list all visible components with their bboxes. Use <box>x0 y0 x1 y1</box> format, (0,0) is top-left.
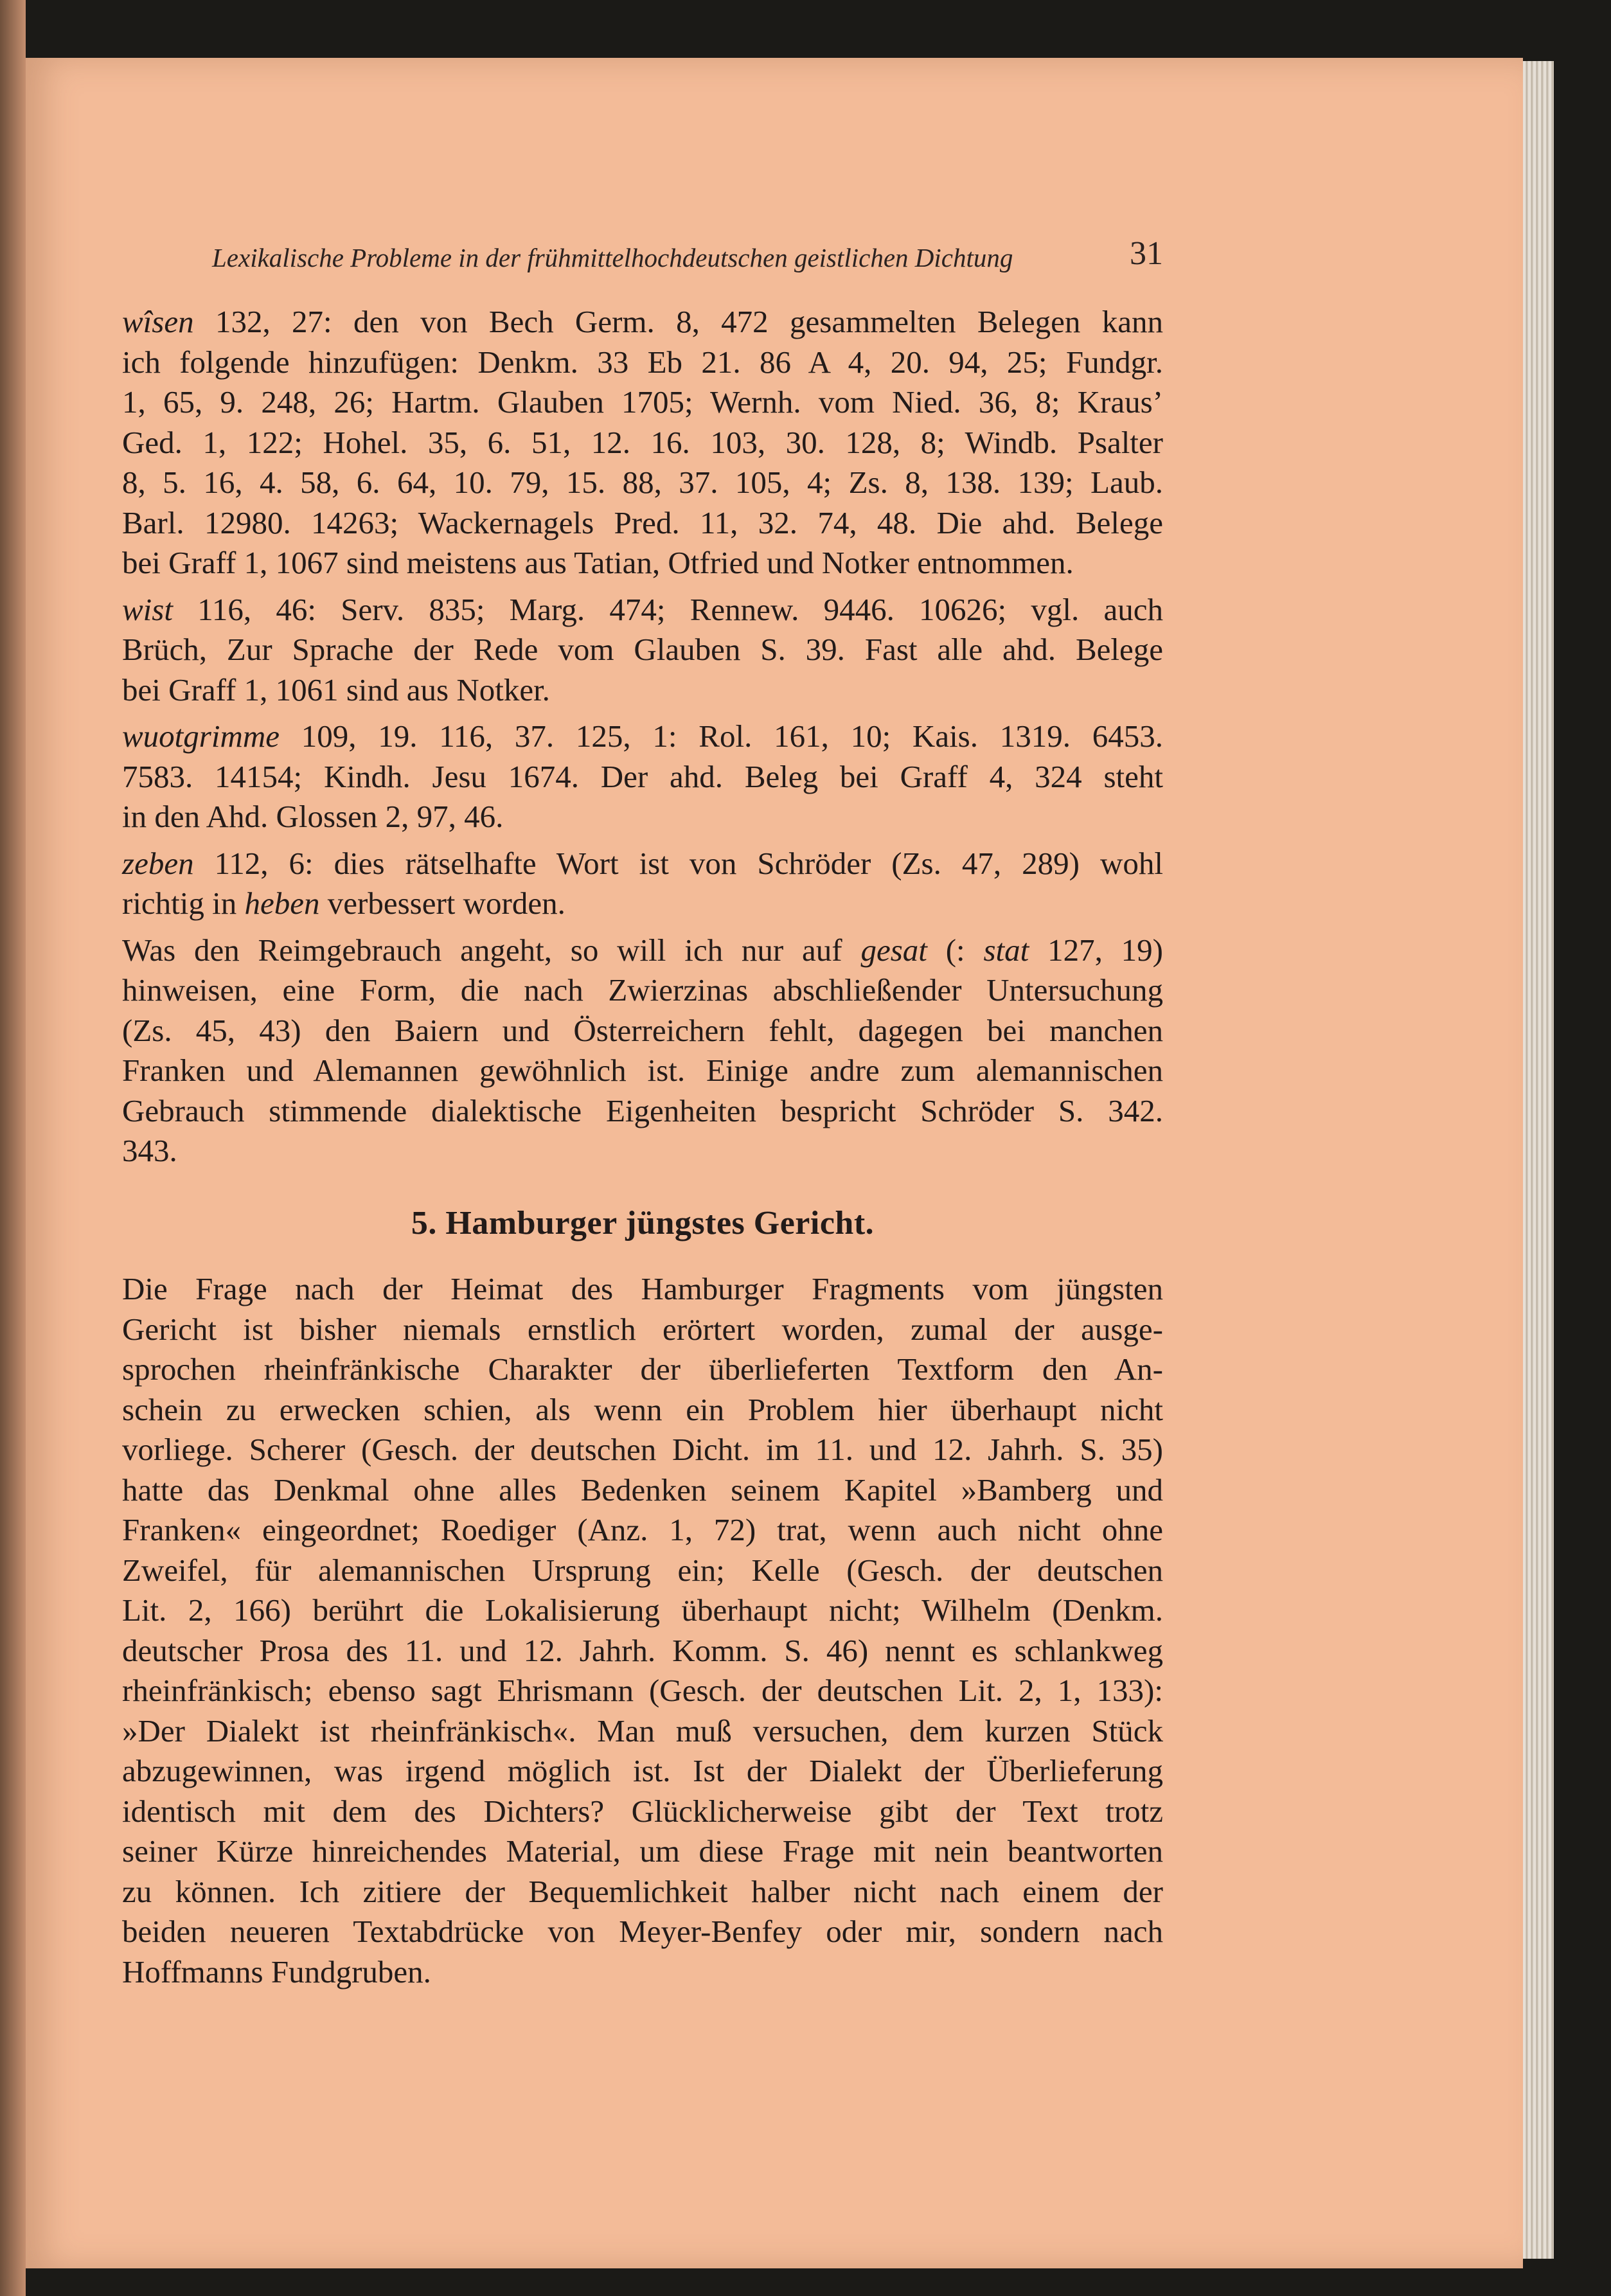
entry-line: richtig in heben verbessert worden. <box>122 885 565 921</box>
entry-zeben <box>122 844 1163 924</box>
entry-line: bei Graff 1, 1061 sind aus Notker. <box>122 672 550 707</box>
entry-line: wist 116, 46: Serv. 835; Marg. 474; Rennew. 9446. 10626; vgl. auch <box>122 591 1163 627</box>
entry-line: zeben 112, 6: dies rätselhafte Wort ist von Schröder (Zs. 47, 289) wohl <box>122 845 1163 881</box>
entry-wuotgrimme <box>122 716 1163 837</box>
paragraph-line: Was den Reimgebrauch angeht, so will ich nur auf gesat (: stat 127, 19) <box>122 932 1164 968</box>
running-title: Lexikalische Probleme in der frühmittelhochdeutschen geistlichen Dichtung <box>212 243 1013 272</box>
entry-line: bei Graff 1, 1067 sind meistens aus Tatian, Otfried und Notker entnommen. <box>122 545 1074 580</box>
paragraph-line: deutscher Prosa des 11. und 12. Jahrh. Komm. S. 46) nennt es schlankweg <box>122 1632 1163 1668</box>
italic-word: heben <box>244 885 320 921</box>
paragraph-line: »Der Dialekt ist rheinfränkisch«. Man muß versuchen, dem kurzen Stück <box>122 1713 1163 1749</box>
paragraph-line: Gericht ist bisher niemals ernstlich erörtert worden, zumal der ausge- <box>122 1311 1163 1347</box>
italic-word: gesat <box>860 932 927 968</box>
entry-line: Brüch, Zur Sprache der Rede vom Glauben S. 39. Fast alle ahd. Belege <box>122 632 1163 667</box>
entry-headword: zeben <box>122 845 194 881</box>
paragraph-line: Gebrauch stimmende dialektische Eigenheiten bespricht Schröder S. 342. <box>122 1092 1163 1128</box>
paragraph-reimgebrauch <box>122 930 1163 1171</box>
paragraph-line: beiden neueren Textabdrücke von Meyer-Benfey oder mir, sondern nach <box>122 1914 1163 1949</box>
entry-wist <box>122 590 1163 711</box>
paragraph-line: Franken und Alemannen gewöhnlich ist. Einige andre zum alemannischen <box>122 1053 1163 1088</box>
entry-line: 1, 65, 9. 248, 26; Hartm. Glauben 1705; Wernh. vom Nied. 36, 8; Kraus’ <box>122 384 1163 420</box>
entry-line: Barl. 12980. 14263; Wackernagels Pred. 11, 32. 74, 48. Die ahd. Belege <box>122 504 1163 540</box>
paragraph-line: vorliege. Scherer (Gesch. der deutschen Dicht. im 11. und 12. Jahrh. S. 35) <box>122 1432 1163 1467</box>
entry-line: ich folgende hinzufügen: Denkm. 33 Eb 21. 86 A 4, 20. 94, 25; Fundgr. <box>122 344 1163 380</box>
paragraph-line: zu können. Ich zitiere der Bequemlichkeit halber nicht nach einem der <box>122 1873 1163 1909</box>
entry-wisen <box>122 302 1163 583</box>
paragraph-line: hinweisen, eine Form, die nach Zwierzinas abschließender Untersuchung <box>122 972 1163 1008</box>
page-edges <box>1523 61 1554 2259</box>
book-gutter <box>0 0 26 2296</box>
paragraph-line: abzugewinnen, was irgend möglich ist. Ist der Dialekt der Überlieferung <box>122 1753 1163 1788</box>
text-body <box>122 302 1163 1998</box>
entry-line: wîsen 132, 27: den von Bech Germ. 8, 472 gesammelten Belegen kann <box>122 304 1163 339</box>
paragraph-line: Die Frage nach der Heimat des Hamburger Fragments vom jüngsten <box>122 1271 1163 1306</box>
paragraph-line: Hoffmanns Fundgruben. <box>122 1953 431 1989</box>
section-heading: 5. Hamburger jüngstes Gericht. <box>411 1204 875 1241</box>
paragraph-line: Zweifel, für alemannischen Ursprung ein; Kelle (Gesch. der deutschen <box>122 1552 1163 1588</box>
paragraph-line: (Zs. 45, 43) den Baiern und Österreichern fehlt, dagegen bei manchen <box>122 1012 1163 1048</box>
entry-headword: wuotgrimme <box>122 718 280 754</box>
entry-headword: wîsen <box>122 304 194 339</box>
paragraph-line: Lit. 2, 166) berührt die Lokalisierung überhaupt nicht; Wilhelm (Denkm. <box>122 1592 1163 1628</box>
paragraph-line: 343. <box>122 1133 177 1168</box>
entry-headword: wist <box>122 591 173 627</box>
paragraph-line: seiner Kürze hinreichendes Material, um diese Frage mit nein beantworten <box>122 1833 1163 1869</box>
entry-line: 8, 5. 16, 4. 58, 6. 64, 10. 79, 15. 88, 37. 105, 4; Zs. 8, 138. 139; Laub. <box>122 465 1163 500</box>
entry-line: wuotgrimme 109, 19. 116, 37. 125, 1: Rol. 161, 10; Kais. 1319. 6453. <box>122 718 1163 754</box>
paragraph-line: schein zu erwecken schien, als wenn ein Problem hier überhaupt nicht <box>122 1391 1163 1427</box>
paragraph-line: Franken« eingeordnet; Roediger (Anz. 1, 72) trat, wenn auch nicht ohne <box>122 1512 1163 1547</box>
running-head <box>212 235 1163 286</box>
paragraph-line: identisch mit dem des Dichters? Glücklicherweise gibt der Text trotz <box>122 1793 1163 1829</box>
page-number: 31 <box>1130 235 1163 272</box>
entry-line: 7583. 14154; Kindh. Jesu 1674. Der ahd. Beleg bei Graff 4, 324 steht <box>122 758 1163 794</box>
paragraph-hamburger <box>122 1269 1163 1992</box>
italic-word: stat <box>983 932 1029 968</box>
paragraph-line: hatte das Denkmal ohne alles Bedenken seinem Kapitel »Bamberg und <box>122 1472 1163 1508</box>
entry-line: Ged. 1, 122; Hohel. 35, 6. 51, 12. 16. 103, 30. 128, 8; Windb. Psalter <box>122 424 1163 460</box>
entry-line: in den Ahd. Glossen 2, 97, 46. <box>122 799 504 834</box>
paragraph-line: sprochen rheinfränkische Charakter der überlieferten Textform den An- <box>122 1351 1163 1387</box>
paragraph-line: rheinfränkisch; ebenso sagt Ehrismann (Gesch. der deutschen Lit. 2, 1, 133): <box>122 1673 1163 1708</box>
